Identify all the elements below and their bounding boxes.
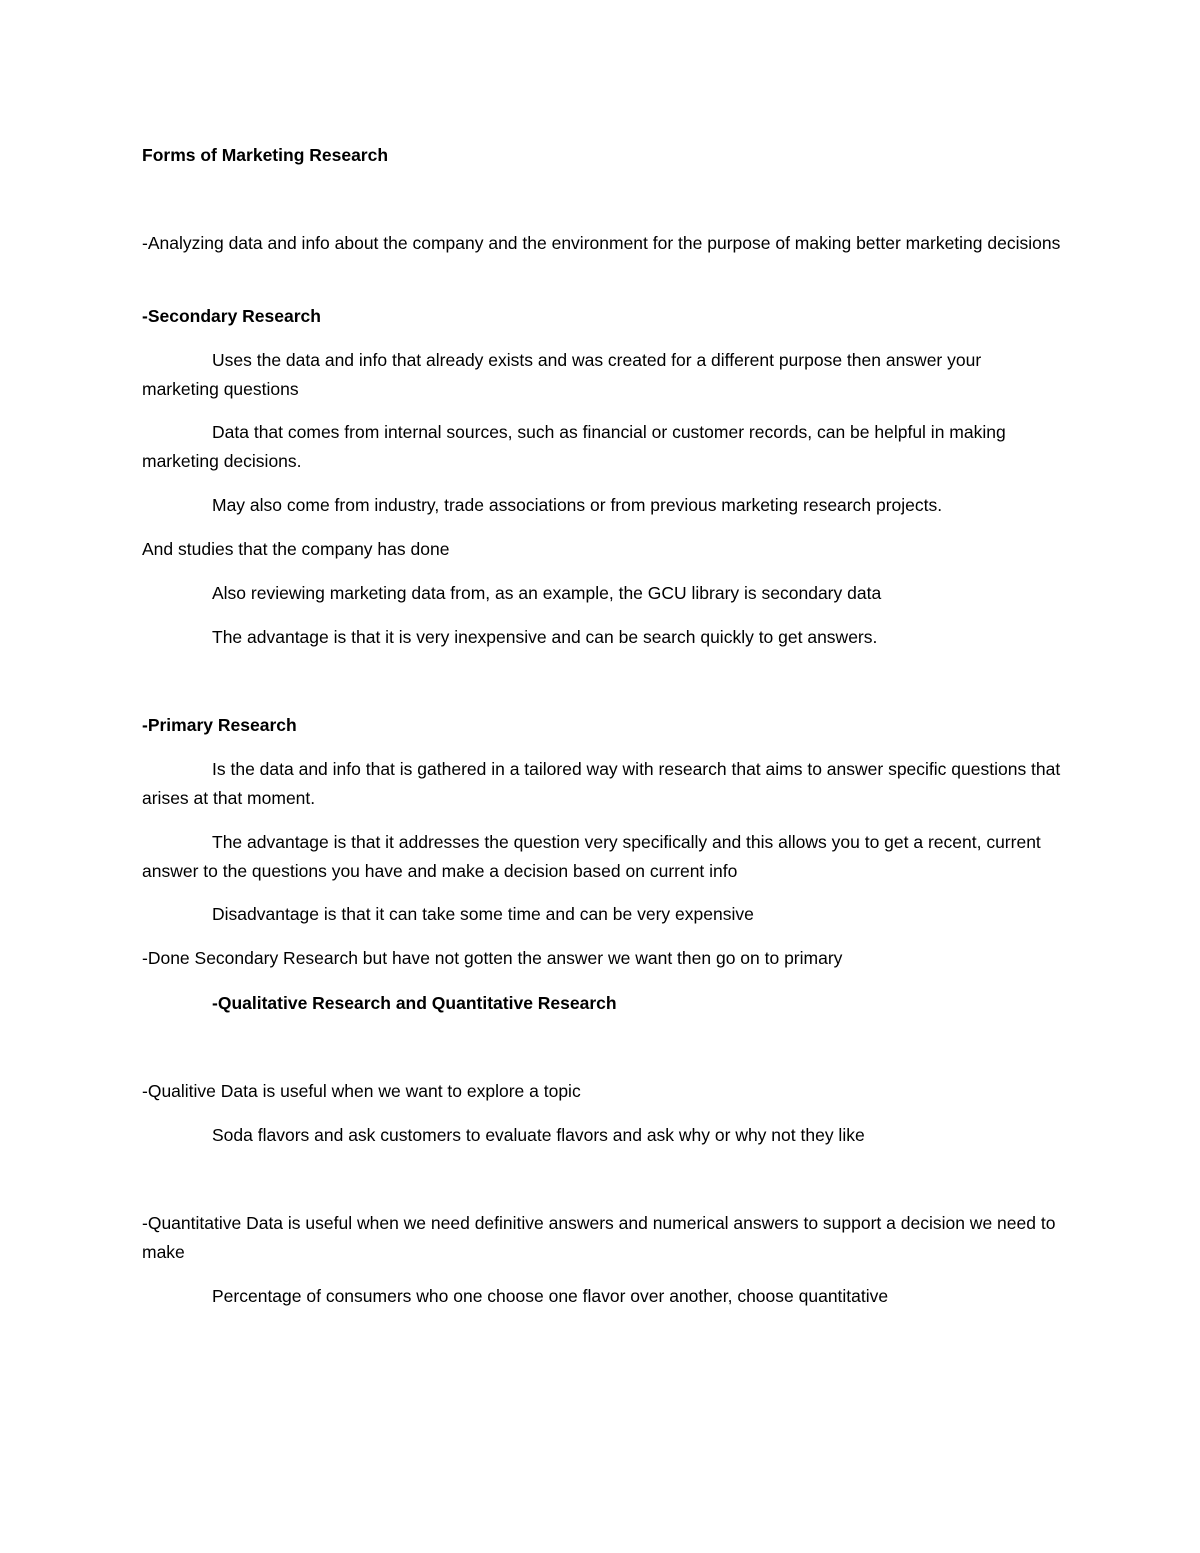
paragraph-primary-advantage: The advantage is that it addresses the question very specifically and this allows you to get a recent, current answer to the questions you have and make a decision based on current info xyxy=(142,832,1041,881)
paragraph-secondary-uses: Uses the data and info that already exists and was created for a different purpose then answer your marketing questions xyxy=(142,350,982,399)
paragraph-primary-disadvantage: Disadvantage is that it can take some time and can be very expensive xyxy=(212,904,754,924)
document-title: Forms of Marketing Research xyxy=(142,145,389,165)
paragraph-company-studies: And studies that the company has done xyxy=(142,539,450,559)
paragraph-secondary-then-primary: -Done Secondary Research but have not gotten the answer we want then go on to primary xyxy=(142,948,843,968)
paragraph-gcu-library: Also reviewing marketing data from, as an example, the GCU library is secondary data xyxy=(212,583,882,603)
paragraph-quantitative-data: -Quantitative Data is useful when we need definitive answers and numerical answers to support a decision we need to make xyxy=(142,1213,1056,1262)
paragraph-definition: -Analyzing data and info about the company and the environment for the purpose of making better marketing decisions xyxy=(142,233,1061,253)
paragraph-qualitive-data: -Qualitive Data is useful when we want to explore a topic xyxy=(142,1081,581,1101)
heading-primary-research: -Primary Research xyxy=(142,715,297,735)
heading-qualitative-quantitative: -Qualitative Research and Quantitative Research xyxy=(212,993,617,1013)
paragraph-primary-definition: Is the data and info that is gathered in a tailored way with research that aims to answer specific questions that arises at that moment. xyxy=(142,759,1061,808)
paragraph-secondary-advantage: The advantage is that it is very inexpensive and can be search quickly to get answers. xyxy=(212,627,878,647)
paragraph-internal-sources: Data that comes from internal sources, such as financial or customer records, can be helpful in making marketing decisions. xyxy=(142,422,1006,471)
paragraph-soda-flavors: Soda flavors and ask customers to evaluate flavors and ask why or why not they like xyxy=(212,1125,865,1145)
paragraph-industry-sources: May also come from industry, trade associations or from previous marketing research projects. xyxy=(212,495,943,515)
heading-secondary-research: -Secondary Research xyxy=(142,306,321,326)
paragraph-percentage-consumers: Percentage of consumers who one choose one flavor over another, choose quantitative xyxy=(212,1286,889,1306)
